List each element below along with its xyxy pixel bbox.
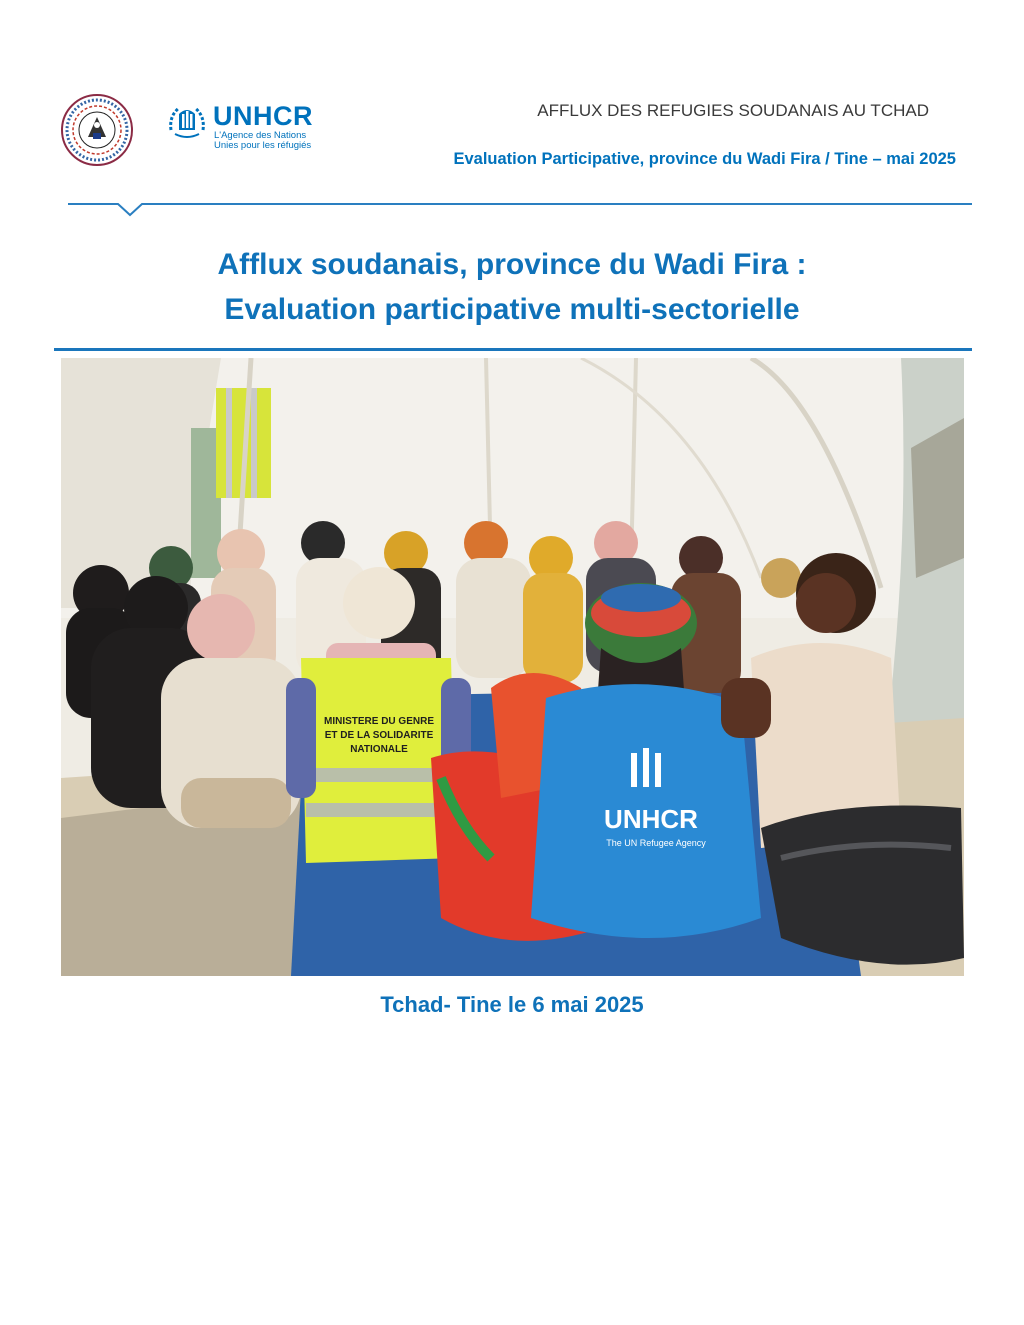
unhcr-logo [165,100,335,152]
shirt-text-sub: The UN Refugee Agency [606,838,706,848]
cover-caption: Tchad- Tine le 6 mai 2025 [380,992,644,1017]
title-divider [54,348,972,351]
unhcr-emblem-icon [165,100,209,144]
vest-text-line1: MINISTERE DU GENRE [323,716,435,727]
document-title [40,242,984,332]
government-seal-icon [60,93,134,167]
header-subtitle: Evaluation Participative, province du Wadi Fira / Tine – mai 2025 [453,150,956,168]
vest-text-line3: NATIONALE [350,744,408,755]
unhcr-wordmark: UNHCR [213,101,313,131]
document-title-line2: Evaluation participative multi-sectorielle [224,293,800,326]
unhcr-tagline: L'Agence des Nations Unies pour les réfugiés [214,130,312,151]
document-title-line1: Afflux soudanais, province du Wadi Fira : [217,248,807,281]
header-title: AFFLUX DES REFUGIES SOUDANAIS AU TCHAD [537,101,929,120]
shirt-text-main: UNHCR [604,804,698,834]
cover-photo [61,358,964,976]
header-divider [68,198,972,220]
vest-text-line2: ET DE LA SOLIDARITE [324,730,434,741]
